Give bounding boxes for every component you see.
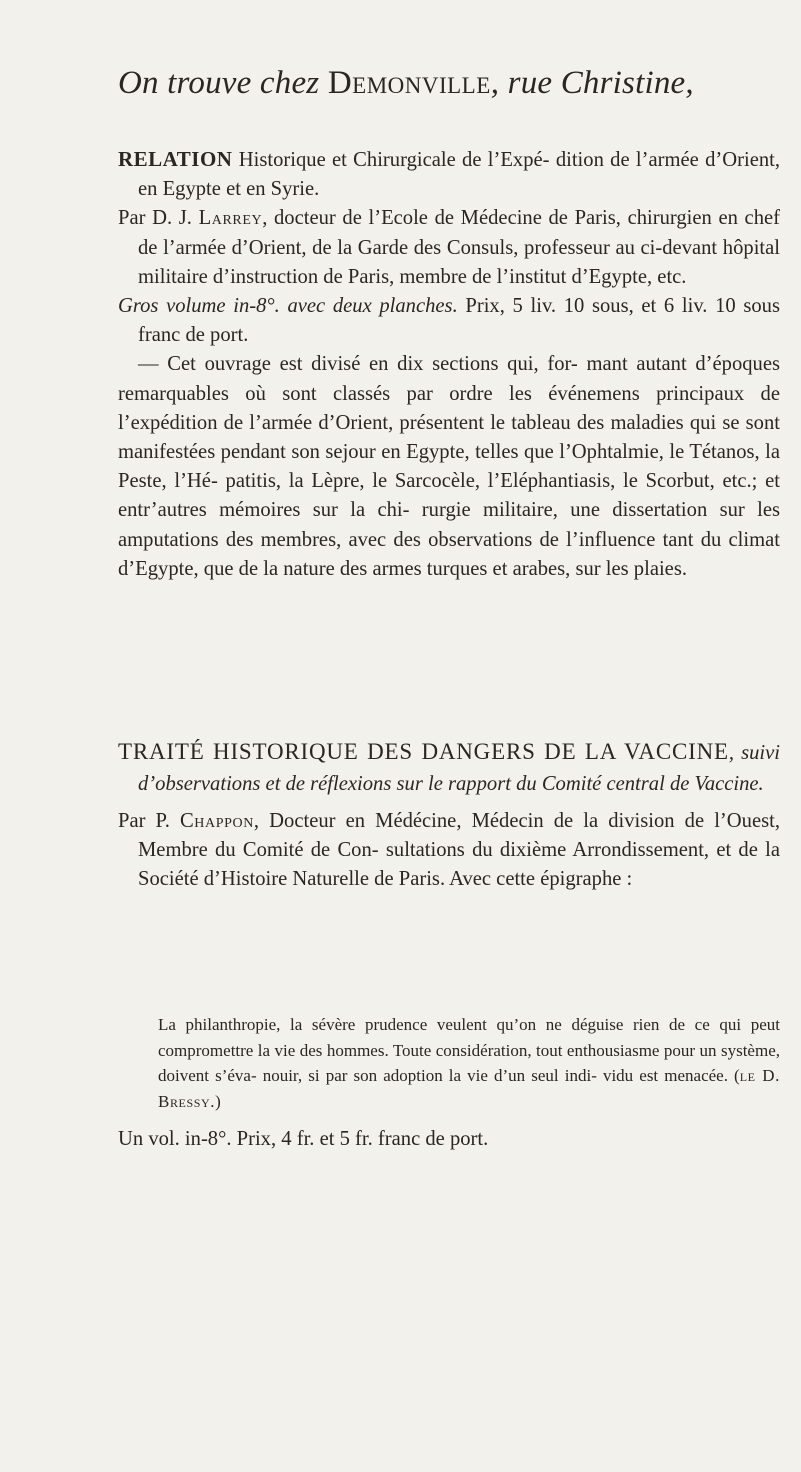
- header-text: On trouve chez: [118, 65, 320, 101]
- header-address: , rue Christine,: [490, 65, 694, 101]
- entry2-footer: Un vol. in-8°. Prix, 4 fr. et 5 fr. franc de port.: [118, 1128, 489, 1150]
- entry2-title: [118, 737, 780, 799]
- entry-traite: [118, 737, 780, 895]
- entry1-format: [118, 292, 780, 350]
- entry1-title-rest: Historique et Chirurgicale de l’Expé- dition de l’armée d’Orient, en Egypte et en Syrie.: [138, 149, 780, 201]
- publisher-name: Demonville: [327, 65, 491, 101]
- entry2-author-name: Chappon: [179, 810, 254, 832]
- entry1-author-name: Larrey: [198, 207, 263, 230]
- epigraph-open-paren: (: [727, 1066, 740, 1085]
- entry1-title: [118, 145, 780, 204]
- entry2-title-italic: , suivi d’observations et de réflexions sur le rapport du Comité central de Vaccine.: [138, 742, 780, 795]
- entry1-author: [118, 204, 780, 292]
- epigraph-close-paren: ): [215, 1091, 221, 1111]
- entry-relation: [118, 145, 780, 584]
- entry1-author-rest: , docteur de l’Ecole de Médecine de Paris, chirurgien en chef de l’armée d’Orient, de la Garde des Consuls, professeur au ci-devant hôpital militaire d’instruction de Paris, membre de l’institut d’Egypte, etc.: [138, 207, 780, 288]
- epigraph-attribution: le D. Bressy.: [158, 1066, 781, 1111]
- entry1-author-prefix: Par D. J.: [118, 207, 199, 230]
- publisher-header: [118, 64, 778, 104]
- epigraph: [158, 1012, 780, 1114]
- entry1-description: — Cet ouvrage est divisé en dix sections qui, for- mant autant d’époques remarquables où sont classés par ordre les événemens principaux de l’expédition de l’armée d’Orient, présentent le tableau des maladies qui se sont manifestées pendant son sejour en Egypte, telles que l’Ophtalmie, le Tétanos, la Peste, l’Hé- patitis, la Lèpre, le Sarcocèle, l’Eléphantiasis, le Scorbut, etc.; et entr’autres mémoires sur la chi- rurgie militaire, une dissertation sur les amputations des membres, avec des observations de l’influence tant du climat d’Egypte, que de la nature des armes turques et arabes, sur les plaies.: [118, 353, 780, 580]
- epigraph-text: La philanthropie, la sévère prudence veulent qu’on ne déguise rien de ce qui peut compromettre la vie des hommes. Toute considération, tout enthousiasme pour un système, doivent s’éva- nouir, si par son adoption la vie d’un seul indi- vidu est menacée.: [158, 1015, 780, 1085]
- entry2-author-rest: , Docteur en Médécine, Médecin de la division de l’Ouest, Membre du Comité de Con- sultations du dixième Arrondissement, et de la Société d’Histoire Naturelle de Paris. Avec cette épigraphe :: [138, 810, 780, 891]
- entry1-price: Prix, 5 liv. 10 sous, et 6 liv. 10 sous franc de port.: [138, 295, 780, 347]
- entry2-author: [118, 807, 780, 895]
- entry2-title-caps: TRAITÉ HISTORIQUE DES DANGERS DE LA VACCINE: [118, 739, 729, 764]
- entry1-title-caps: RELATION: [118, 147, 233, 171]
- entry1-format-italic: Gros volume in-8°. avec deux planches.: [118, 295, 458, 318]
- entry2-author-prefix: Par P.: [118, 810, 180, 832]
